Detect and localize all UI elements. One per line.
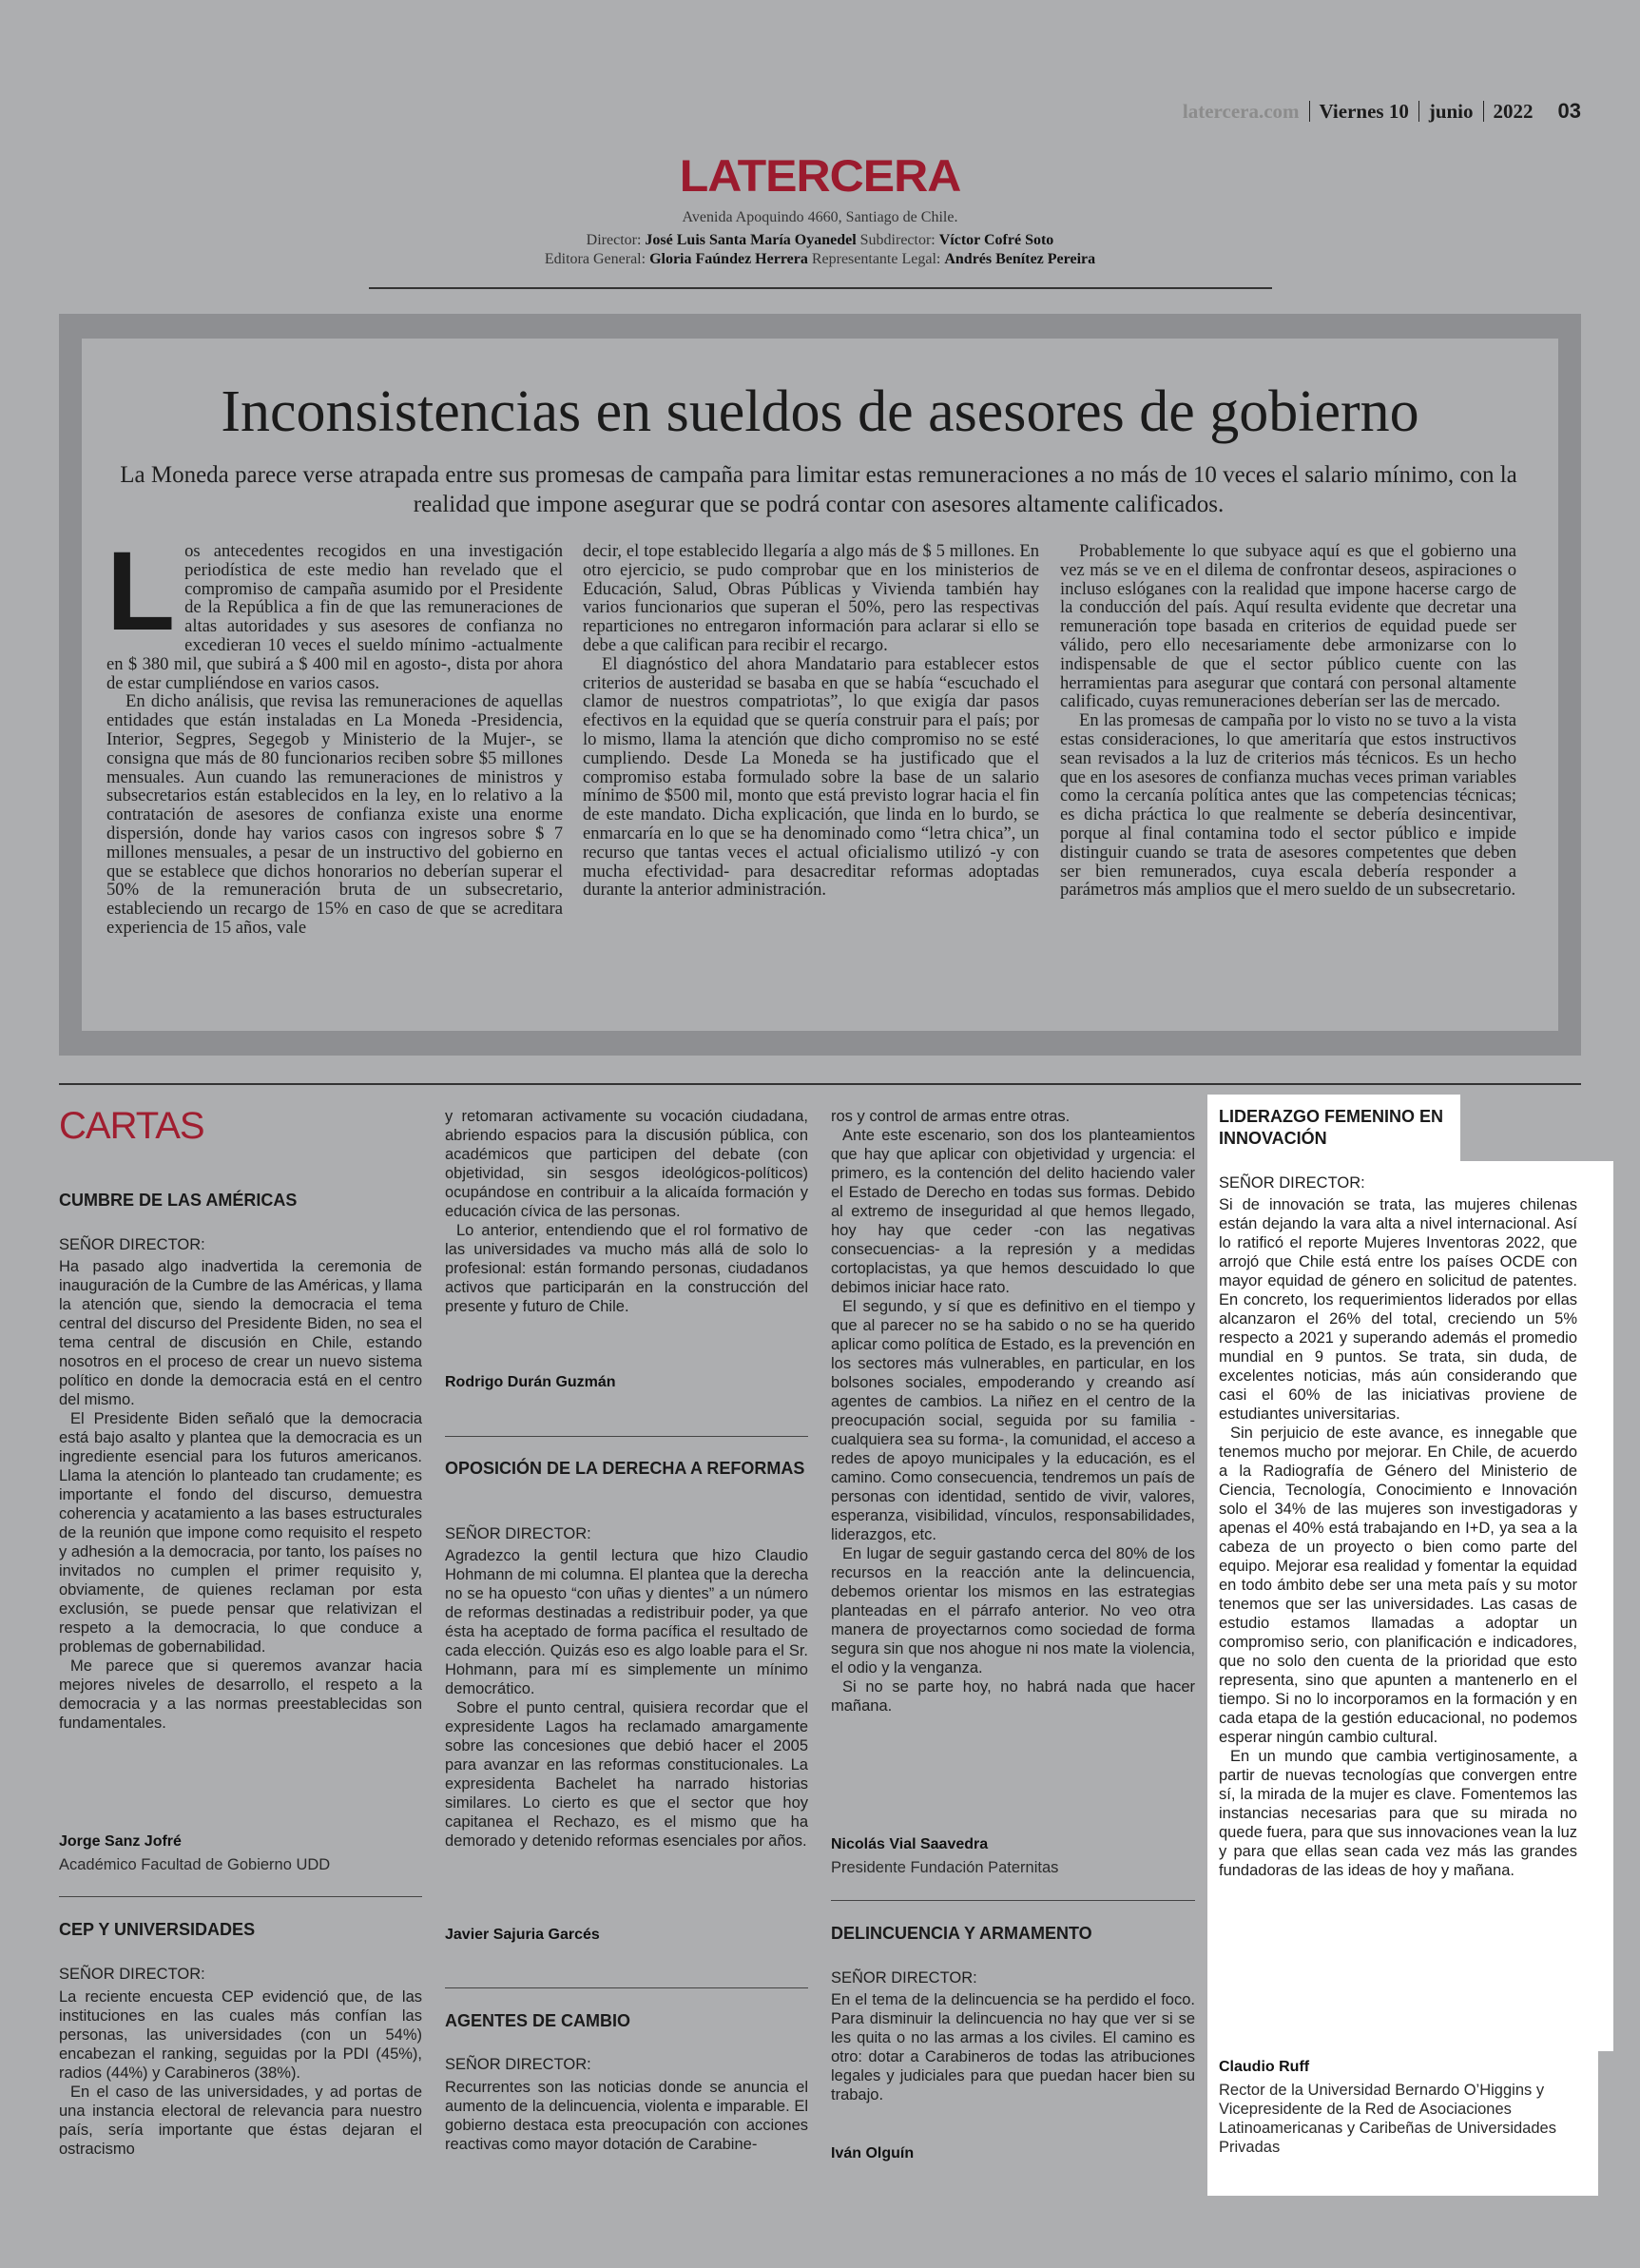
divider [1483,101,1484,122]
letter-body [445,1107,808,1316]
page-number: 03 [1557,99,1581,123]
page-header-line [1183,99,1581,124]
subdirector-name: Víctor Cofré Soto [938,232,1054,248]
letter-body [445,2078,808,2154]
letter-paragraph: Sobre el punto central, quisiera recordar que el expresidente Lagos ha reclamado amargamente sobre las concesiones que debió hacer el 2005 para avanzar en las reformas constitucionales. La expresidenta Bachelet ha narrado historias similares. Lo cierto es que el sector que hoy capitanea el Rechazo, es el mismo que ha demorado y detenido reformas esenciales por años. [445,1699,808,1850]
letter-heading: DELINCUENCIA Y ARMAMENTO [831,1924,1092,1943]
staff-line-2 [0,251,1640,268]
letter-paragraph: Recurrentes son las noticias donde se anuncia el aumento de la delincuencia, violenta e imparable. El gobierno destaca esta preocupación con acciones reactivas como mayor dotación de Carabine- [445,2079,808,2153]
editorial-paragraph: Probablemente lo que subyace aquí es que el gobierno una vez más se ve en el dilema de confrontar deseos, aspiraciones o incluso eslóganes con la realidad que impone hacerse cargo de la conducción del país. Aquí resulta evidente que decretar una remuneración tope basada en criterios de equidad puede ser válido, pero ello necesariamente debe armonizarse con lo indispensable de que el sector público cuente con las herramientas para asegurar que contará con personal altamente calificado, cuyas remuneraciones deberían ser las de mercado. [1060,541,1516,712]
letter-heading: OPOSICIÓN DE LA DERECHA A REFORMAS [445,1459,805,1478]
letter-paragraph: En un mundo que cambia vertiginosamente, a partir de nuevas tecnologías que convergen entre sí, la mirada de la mujer es clave. Fomentemos las instancias necesarias para que su mirada no quede fuera, para que sus innovaciones vean la luz y para que ellas sean cada vez más las grandes fundadoras de las ideas de hoy y mañana. [1219,1748,1578,1879]
section-title: CARTAS [59,1105,204,1147]
letter-signature: Iván Olguín [831,2145,915,2161]
letter-signature: Javier Sajuria Garcés [445,1927,600,1943]
letter-paragraph: El segundo, y sí que es definitivo en el tiempo y que al parecer no se ha sabido o no se ha querido aplicar como política de Estado, es la prevención en los sectores más vulnerables, en particular, en los bolsones sociales, empoderando y creando así agentes de cambios. La niñez en el centro de la preocupación social, seguida por su familia -cualquiera sea su forma-, la comunidad, el acceso a redes de apoyo municipales y la educación, es el camino. Como consecuencia, tendremos un país de personas con identidad, sentido de vivir, valores, esperanza, visibilidad, vínculos, responsabilidades, liderazgos, etc. [831,1298,1195,1543]
editorial-column-2 [583,542,1039,900]
salutation: SEÑOR DIRECTOR: [59,1966,205,1983]
letter-paragraph: Ante este escenario, son dos los planteamientos que hay que aplicar con objetividad y urgencia: el primero, es la contención del delito haciendo valer el Estado de Derecho en todas sus formas. Debido al extremo de inseguridad al que hemos llegado, hoy hay que ceder -con las negativas consecuencias- a la represión y a medidas cortoplacistas, ya que hemos descuidado lo que debimos iniciar hace rato. [831,1127,1195,1296]
letter-signature: Rodrigo Durán Guzmán [445,1374,616,1390]
section-rule [59,1083,1581,1085]
letter-role: Académico Facultad de Gobierno UDD [59,1856,331,1873]
site-url[interactable]: latercera.com [1182,99,1300,123]
salutation: SEÑOR DIRECTOR: [1219,1174,1365,1192]
editorial-box [59,314,1581,1056]
letter-body [59,1987,422,2159]
salutation: SEÑOR DIRECTOR: [445,2056,591,2073]
letter-divider [59,1896,422,1897]
paragraph-text: os antecedentes recogidos en una investigación periodística de este medio han revelado que el compromiso de campaña asumido por el Presidente de la República a fin de que las remuneraciones de altas autoridades y sus asesores de confianza no excedieran 10 veces el sueldo mínimo -actualmente en $ 380 mil, que subirá a $ 400 mil en agosto-, dista por ahora de estar cumpliéndose en varios casos. [106,541,563,693]
letter-paragraph: y retomaran activamente su vocación ciudadana, abriendo espacios para la discusión pública, con académicos que participen del debate (con objetividad, sin sesgos ideológicos-políticos) ocupándose en contribuir a la alicaída formación y educación cívica de las personas. [445,1108,808,1220]
letter-paragraph: Si no se parte hoy, no habrá nada que hacer mañana. [831,1678,1195,1715]
editorial-paragraph: En las promesas de campaña por lo visto no se tuvo a la vista estas consideraciones, lo que ameritaría que estos instructivos sean revisados a la luz de criterios más técnicos. Es un hecho que en los asesores de confianza muchas veces priman variables como la cercanía política antes que las competencias técnicas; es dicha práctica lo que realmente se debería desincentivar, porque al final contamina todo el sector público e impide distinguir cuando se trata de asesores competentes que deben ser bien remunerados, cuya escala debería responder a parámetros más amplios que el mero sueldo de un subsecretario. [1060,710,1516,901]
letter-body [59,1257,422,1733]
letter-paragraph: Si de innovación se trata, las mujeres chilenas están dejando la vara alta a nivel internacional. Así lo ratificó el reporte Mujeres Inventoras 2022, que arrojó que Chile está entre los países OCDE con mayor equidad de género en solicitud de patentes. En concreto, los requerimientos liderados por ellas alcanzaron el 26% del total, creciendo un 5% respecto a 2021 y superando además el promedio mundial en 9 puntos. Se trata, sin duda, de excelentes noticias, más aún considerando que casi el 60% de las iniciativas proviene de estudiantes universitarias. [1219,1196,1577,1423]
rep-name: Andrés Benítez Pereira [944,251,1096,267]
letter-heading: CUMBRE DE LAS AMÉRICAS [59,1191,298,1210]
editorial-paragraph: decir, el tope establecido llegaría a algo más de $ 5 millones. En otro ejercicio, se pudo comprobar que en los ministerios de Educación, Salud, Obras Públicas y Vivienda también hay varios funcionarios que superan el 50%, pero las respectivas reparticiones no entregaron información para aclarar si ello se debe a que califican para recibir el recargo. [583,541,1039,655]
letter-paragraph: Agradezco la gentil lectura que hizo Claudio Hohmann de mi columna. El plantea que la derecha no se ha opuesto “con uñas y dientes” a un número de reformas destinadas a redistribuir poder, ya que ésta ha aceptado de forma pacífica el resultado de cada elección. Quizás eso es algo loable para el Sr. Hohmann, para mí es simplemente un mínimo democrático. [445,1547,808,1697]
letter-divider [445,1436,808,1437]
editora-label: Editora General: [544,251,646,267]
letter-heading: LIDERAZGO FEMENINO EN INNOVACIÓN [1219,1107,1444,1148]
letter-signature: Nicolás Vial Saavedra [831,1836,989,1852]
editorial-lead: La Moneda parece verse atrapada entre sus promesas de campaña para limitar estas remuneraciones a no más de 10 veces el salario mínimo, con la realidad que impone asegurar que se podrá contar con asesores altamente calificados. [120,462,1517,517]
letter-role: Presidente Fundación Paternitas [831,1859,1059,1876]
letter-paragraph: En lugar de seguir gastando cerca del 80% de los recursos en la reacción ante la delincuencia, debemos orientar los mismos en las estrategias planteadas en el párrafo anterior. No veo otra manera de proyectarnos como sociedad de forma segura sin que nos ahogue ni nos mate la violencia, el odio y la venganza. [831,1545,1195,1677]
editorial-column-3 [1060,542,1516,900]
salutation: SEÑOR DIRECTOR: [831,1969,977,1987]
letter-paragraph: El Presidente Biden señaló que la democracia está bajo asalto y plantea que la democracia es un ingrediente esencial para los futuros americanos. Llama la atención lo planteado tan crudamente; es importante el fondo del discurso, demuestra coherencia y acatamiento a las bases estructurales de la reunión que impone como requisito el respeto y adhesión a la democracia, por tanto, los países no invitados no cumplen el primer requisito y, obviamente, de quienes reclaman por esta exclusión, se puede pensar que relativizan el respeto a la democracia, lo que conduce a problemas de gobernabilidad. [59,1410,422,1656]
dropcap: L [106,529,176,654]
letter-divider [831,1900,1195,1901]
letter-heading: AGENTES DE CAMBIO [445,2011,631,2030]
staff-line-1 [0,232,1640,249]
editorial-paragraph [106,529,563,693]
director-name: José Luis Santa María Oyanedel [645,232,857,248]
editorial-paragraph: En dicho análisis, que revisa las remuneraciones de aquellas entidades que están instaladas en La Moneda -Presidencia, Interior, Segpres, Segegob y Ministerio de la Mujer-, se consigna que más de 80 funcionarios reciben sobre $5 millones mensuales. Aun cuando las remuneraciones de ministros y subsecretarios están establecidos en la ley, en lo relativo a la contratación de asesores de confianza existe una enorme dispersión, donde hay varios casos con ingresos sobre $ 7 millones mensuales, a pesar de un instructivo del gobierno en que se establece que dichos honorarios no deberían superar el 50% de la remuneración bruta de un subsecretario, estableciendo un recargo de 15% en caso de que se acreditara experiencia de 15 años, vale [106,691,563,938]
editorial-title: Inconsistencias en sueldos de asesores de gobierno [221,379,1419,444]
letter-body [1219,1195,1577,1880]
letter-body [831,1990,1195,2104]
letter-divider [445,1987,808,1988]
letter-heading: CEP Y UNIVERSIDADES [59,1920,256,1939]
salutation: SEÑOR DIRECTOR: [445,1525,591,1542]
letter-signature: Jorge Sanz Jofré [59,1833,182,1850]
masthead-rule [369,287,1272,289]
newspaper-logo: LATERCERA [679,150,961,202]
address: Avenida Apoquindo 4660, Santiago de Chile. [682,209,958,225]
letter-paragraph: ros y control de armas entre otras. [831,1108,1071,1125]
salutation: SEÑOR DIRECTOR: [59,1236,205,1253]
editorial-paragraph: El diagnóstico del ahora Mandatario para establecer estos criterios de austeridad se basaba en que se había “escuchado el clamor de nuestros compatriotas”, lo que exigía dar pasos efectivos en la equidad que se quería construir para el país; por lo mismo, llama la atención que dicho compromiso no se esté cumpliendo. Desde La Moneda se ha justificado que el compromiso estaba formulado sobre la base de un salario mínimo de $500 mil, monto que está previsto lograr hacia el fin de este mandato. Dicha explicación, que linda en lo burdo, se enmarcaría en lo que se ha denominado como “letra chica”, un recurso que tantas veces el actual oficialismo utilizó -y con mucha efectividad- para desacreditar reformas adoptadas durante la anterior administración. [583,653,1039,901]
letter-paragraph: En el caso de las universidades, y ad portas de una instancia electoral de relevancia para nuestro país, sería importante que éstas dejaran el ostracismo [59,2084,422,2158]
editorial-inner [82,339,1558,1031]
divider [1309,101,1310,122]
date-month: junio [1428,99,1474,123]
masthead [0,148,1640,268]
editorial-column-1 [106,529,563,938]
letter-body [831,1107,1195,1716]
letter-body [445,1546,808,1851]
subdirector-label: Subdirector: [859,232,936,248]
letter-role: Rector de la Universidad Bernardo O’Higgins y Vicepresidente de la Red de Asociaciones Latinoamericanas y Caribeñas de Universidades Privadas [1219,2082,1556,2156]
letter-paragraph: La reciente encuesta CEP evidenció que, de las instituciones en las cuales más confían las personas, las universidades (con un 54%) encabezan el ranking, seguidas por la PDI (45%), radios (44%) y Carabineros (38%). [59,1988,422,2082]
date-day: Viernes 10 [1319,99,1409,123]
divider [1418,101,1419,122]
editora-name: Gloria Faúndez Herrera [649,251,808,267]
letter-paragraph: Sin perjuicio de este avance, es innegable que tenemos mucho por mejorar. En Chile, de acuerdo a la Radiografía de Género del Ministerio de Ciencia, Tecnología, Conocimiento e Innovación solo el 34% de las mujeres son investigadoras y apenas el 40% está trabajando en I+D, ya sea a la cabeza de un proyecto o bien como parte del equipo. Mejorar esa realidad y fomentar la equidad en todo ámbito debe ser una meta país y su motor tenemos que ser las universidades. Las casas de estudio estamos llamadas a adoptar un compromiso serio, con planificación e indicadores, que no solo den cuenta de la prioridad que esto representa, sino que apunten a mantenerlo en el tiempo. Si no lo incorporamos en la formación y en cada etapa de la gestión educacional, no podemos esperar ningún cambio cultural. [1219,1425,1577,1746]
rep-label: Representante Legal: [811,251,941,267]
letter-signature: Claudio Ruff [1219,2059,1310,2075]
director-label: Director: [586,232,642,248]
letter-paragraph: Ha pasado algo inadvertida la ceremonia de inauguración de la Cumbre de las Américas, y llama la atención que, siendo la democracia el tema central del discurso del Presidente Biden, no sea el tema central de discusión en Chile, estando nosotros en el proceso de crear un nuevo sistema político en donde la democracia está en el centro del mismo. [59,1258,422,1408]
letter-paragraph: Lo anterior, entendiendo que el rol formativo de las universidades va mucho más allá de solo lo profesional: están formando personas, ciudadanos activos que participarán en la construcción del presente y futuro de Chile. [445,1222,808,1315]
letter-paragraph: Me parece que si queremos avanzar hacia mejores niveles de desarrollo, el respeto a la democracia y a las normas preestablecidas son fundamentales. [59,1657,422,1732]
date-year: 2022 [1493,99,1534,123]
letter-paragraph: En el tema de la delincuencia se ha perdido el foco. Para disminuir la delincuencia no hay que ver si se les quita o no las armas a los civiles. El camino es otro: dotar a Carabineros de todas las atribuciones legales y judiciales para que puedan hacer bien su trabajo. [831,1991,1195,2103]
